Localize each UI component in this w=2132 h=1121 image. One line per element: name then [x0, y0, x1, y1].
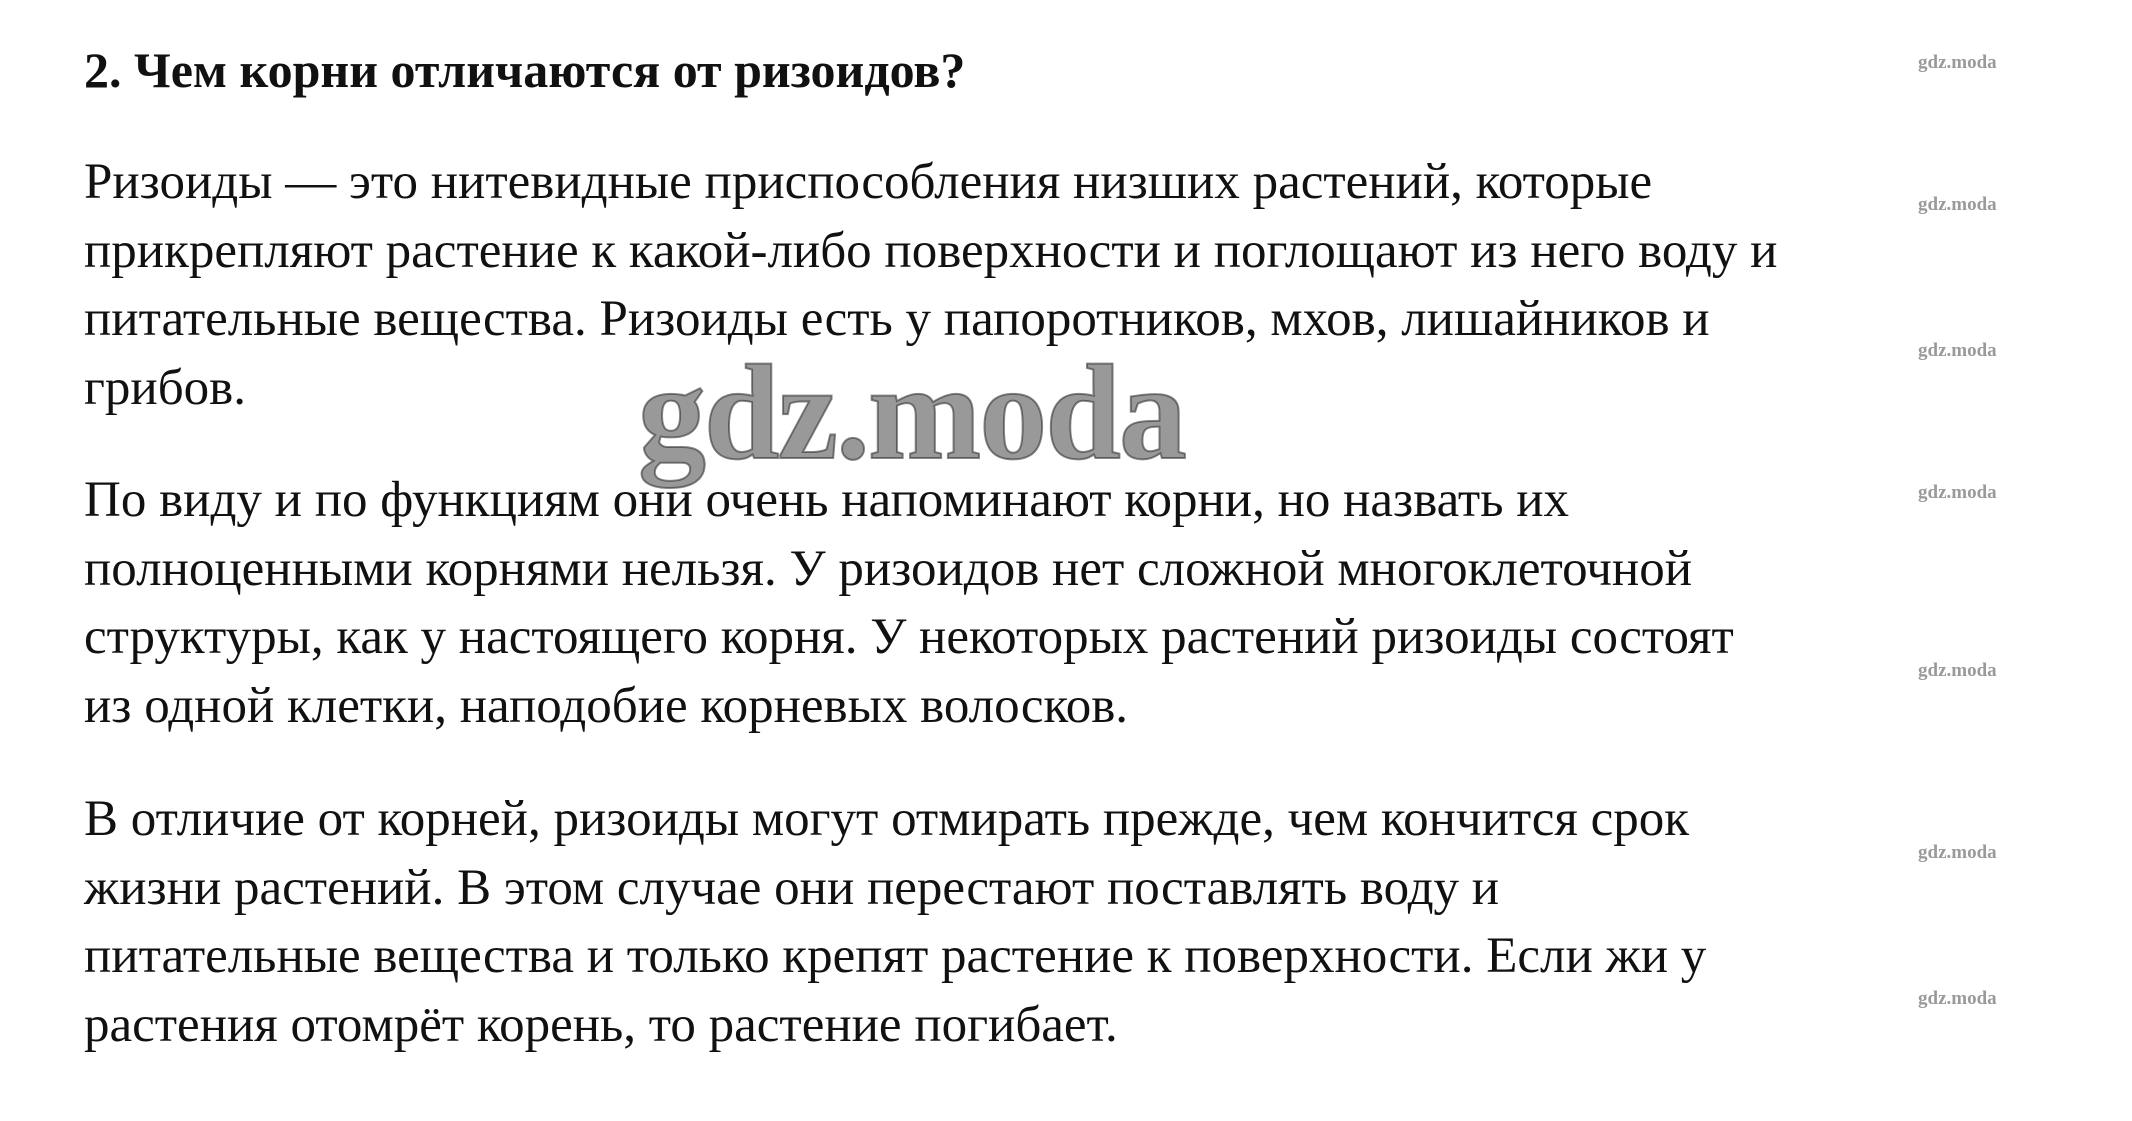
watermark-small: gdz.moda	[1918, 194, 1997, 215]
watermark-large: gdz.moda	[638, 338, 1185, 488]
watermark-small: gdz.moda	[1918, 842, 1997, 863]
paragraph-line: грибов.	[84, 359, 246, 416]
question-heading: 2. Чем корни отличаются от ризоидов?	[84, 42, 966, 98]
paragraph-line: Ризоиды — это нитевидные приспособления низших растений, которые	[84, 154, 1653, 210]
paragraph-line: жизни растений. В этом случае они перестают поставлять воду и	[84, 859, 1500, 916]
paragraph-line: структуры, как у настоящего корня. У некоторых растений ризоиды состоят	[84, 609, 1734, 665]
answer-paragraph-3	[84, 785, 1706, 1059]
paragraph-line: В отличие от корней, ризоиды могут отмирать прежде, чем кончится срок	[84, 791, 1690, 847]
watermark-small: gdz.moda	[1918, 660, 1997, 681]
paragraph-line: питательные вещества и только крепят растение к поверхности. Если жи у	[84, 928, 1707, 984]
paragraph-line: полноценными корнями нельзя. У ризоидов нет сложной многоклеточной	[84, 540, 1692, 597]
answer-paragraph-2	[84, 466, 1734, 740]
paragraph-line: По виду и по функциям они очень напоминают корни, но назвать их	[84, 472, 1570, 528]
watermark-small: gdz.moda	[1918, 988, 1997, 1009]
watermark-small: gdz.moda	[1918, 52, 1997, 73]
paragraph-line: питательные вещества. Ризоиды есть у папоротников, мхов, лишайников и	[84, 291, 1710, 347]
watermark-small: gdz.moda	[1918, 482, 1997, 503]
paragraph-line: растения отомрёт корень, то растение погибает.	[84, 996, 1118, 1053]
paragraph-line: из одной клетки, наподобие корневых волосков.	[84, 677, 1129, 734]
paragraph-line: прикрепляют растение к какой-либо поверхности и поглощают из него воду и	[84, 222, 1778, 279]
watermark-small: gdz.moda	[1918, 340, 1997, 361]
